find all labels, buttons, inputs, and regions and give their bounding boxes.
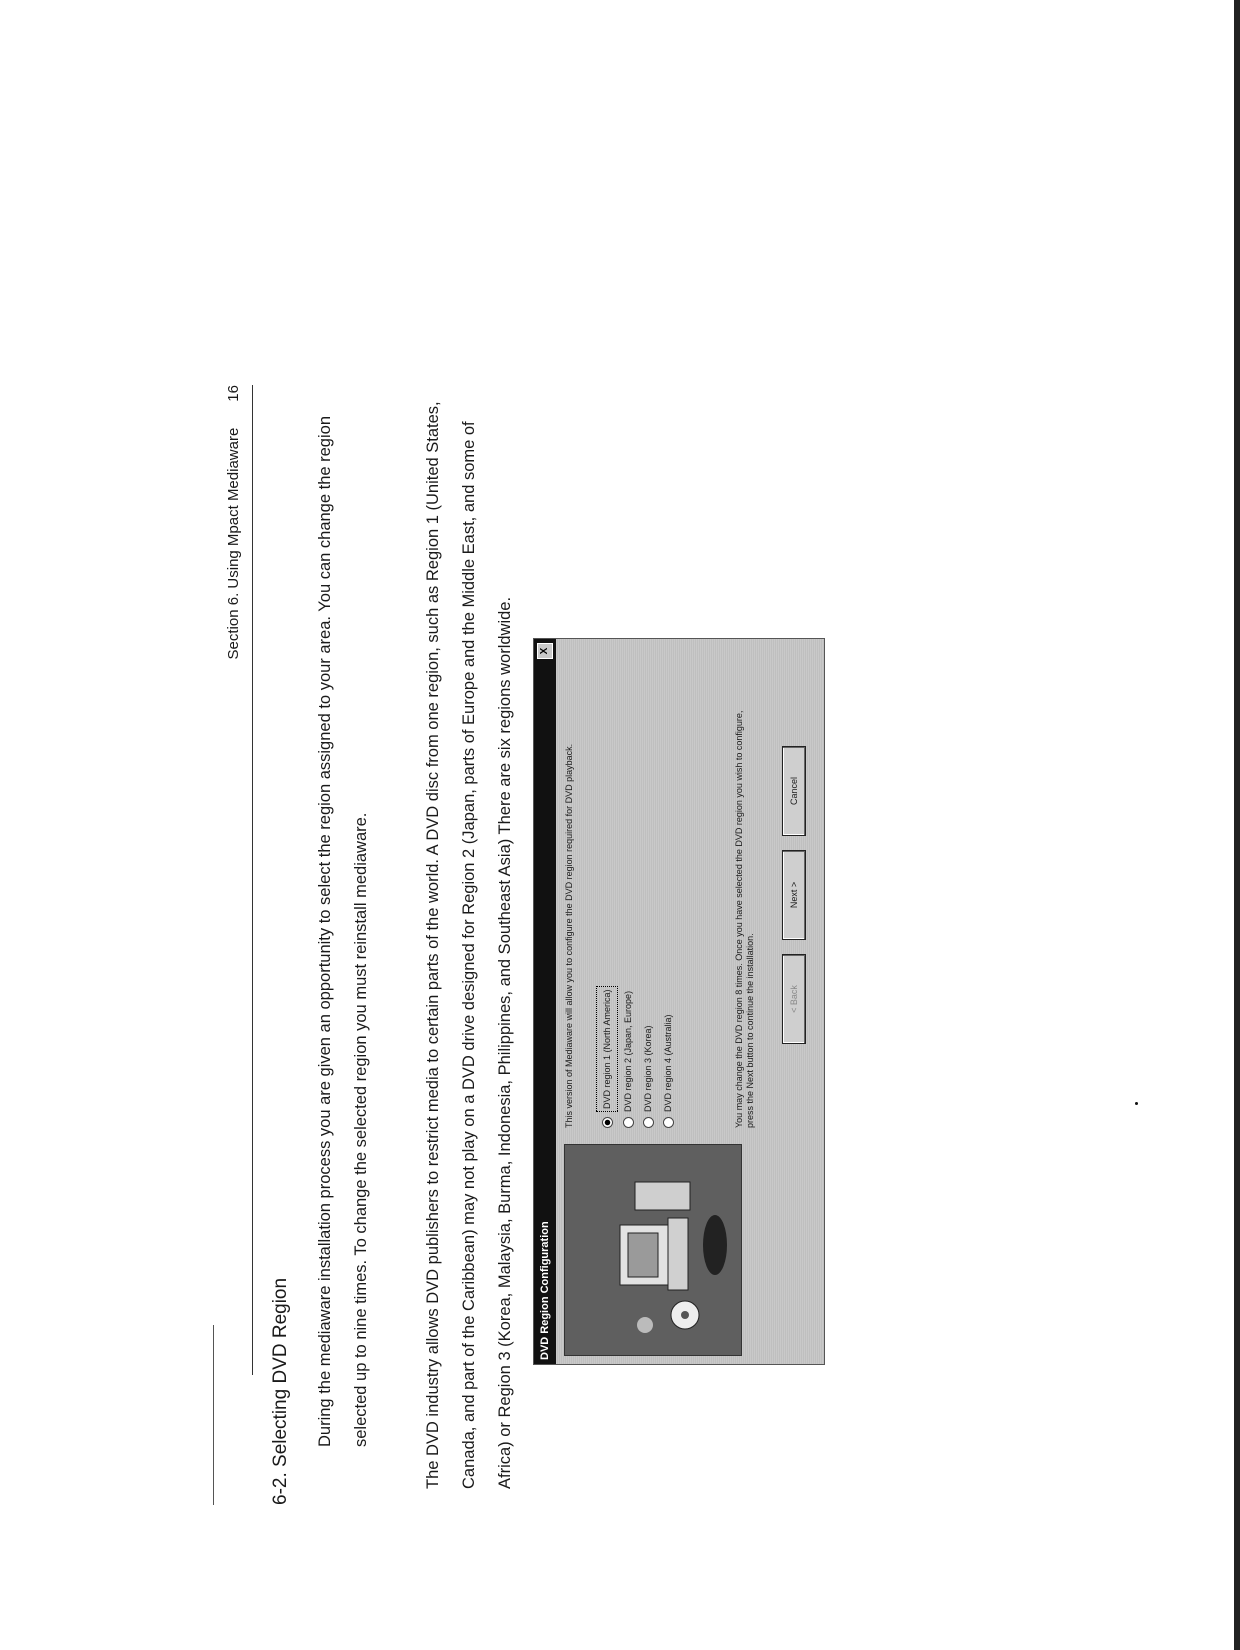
dialog-note-text: You may change the DVD region 8 times. Once you have selected the DVD region you wish to configure, press the Next button to continue the installation. xyxy=(734,710,755,1128)
region-option-label: DVD region 2 (Japan, Europe) xyxy=(623,990,633,1112)
region-option-1[interactable] xyxy=(596,986,618,1128)
next-button[interactable]: Next > xyxy=(782,850,806,940)
section-heading: 6-2. Selecting DVD Region xyxy=(270,1277,291,1505)
radio-icon[interactable] xyxy=(663,1117,674,1128)
dialog-illustration xyxy=(564,1144,742,1356)
paragraph-dvd-regions: The DVD industry allows DVD publishers to restrict media to certain parts of the world. A DVD disc from one region, such as Region 1 (United States, Canada, and part of the Caribbean) may not play on a DVD drive designed for Region 2 (Japan, parts of Europe and the Middle East, and some of Africa) or Region 3 (Korea, Malaysia, Burma, Indonesia, Philippines, and Southeast Asia) There are six regions worldwide. xyxy=(424,401,514,1489)
rotated-page xyxy=(215,385,799,1505)
dialog-title: DVD Region Configuration xyxy=(539,1221,551,1360)
close-icon[interactable]: X xyxy=(537,643,553,659)
region-options xyxy=(596,986,678,1128)
scan-edge xyxy=(1234,0,1240,1650)
region-option-2[interactable] xyxy=(618,986,638,1128)
section-title: Section 6. Using Mpact Mediaware xyxy=(225,427,242,660)
radio-icon[interactable] xyxy=(643,1117,654,1128)
computer-illustration xyxy=(565,1145,741,1355)
page-header xyxy=(225,385,242,1375)
header-rule xyxy=(252,385,253,1375)
radio-icon[interactable] xyxy=(623,1117,634,1128)
paragraph-install-region: During the mediaware installation process you are given an opportunity to select the region assigned to your area. You can change the region selected up to nine times. To change the selected region you must reinstall mediaware. xyxy=(316,416,370,1447)
cancel-button[interactable]: Cancel xyxy=(782,746,806,836)
back-button[interactable]: < Back xyxy=(782,954,806,1044)
divider-line xyxy=(213,1325,214,1505)
region-option-label: DVD region 3 (Korea) xyxy=(643,1025,653,1112)
page-number: 16 xyxy=(225,385,242,402)
dialog-titlebar xyxy=(534,639,556,1364)
scan-speck xyxy=(1135,1102,1138,1105)
region-option-label: DVD region 4 (Australia) xyxy=(663,1014,673,1112)
dialog-intro-text: This version of Mediaware will allow you to configure the DVD region required for DVD playback. xyxy=(564,743,574,1128)
region-option-3[interactable] xyxy=(638,986,658,1128)
region-option-4[interactable] xyxy=(658,986,678,1128)
region-option-label: DVD region 1 (North America) xyxy=(596,986,618,1112)
radio-selected-icon[interactable] xyxy=(602,1117,613,1128)
dialog-buttons xyxy=(782,746,806,1044)
dvd-region-dialog-screenshot xyxy=(533,638,825,1365)
